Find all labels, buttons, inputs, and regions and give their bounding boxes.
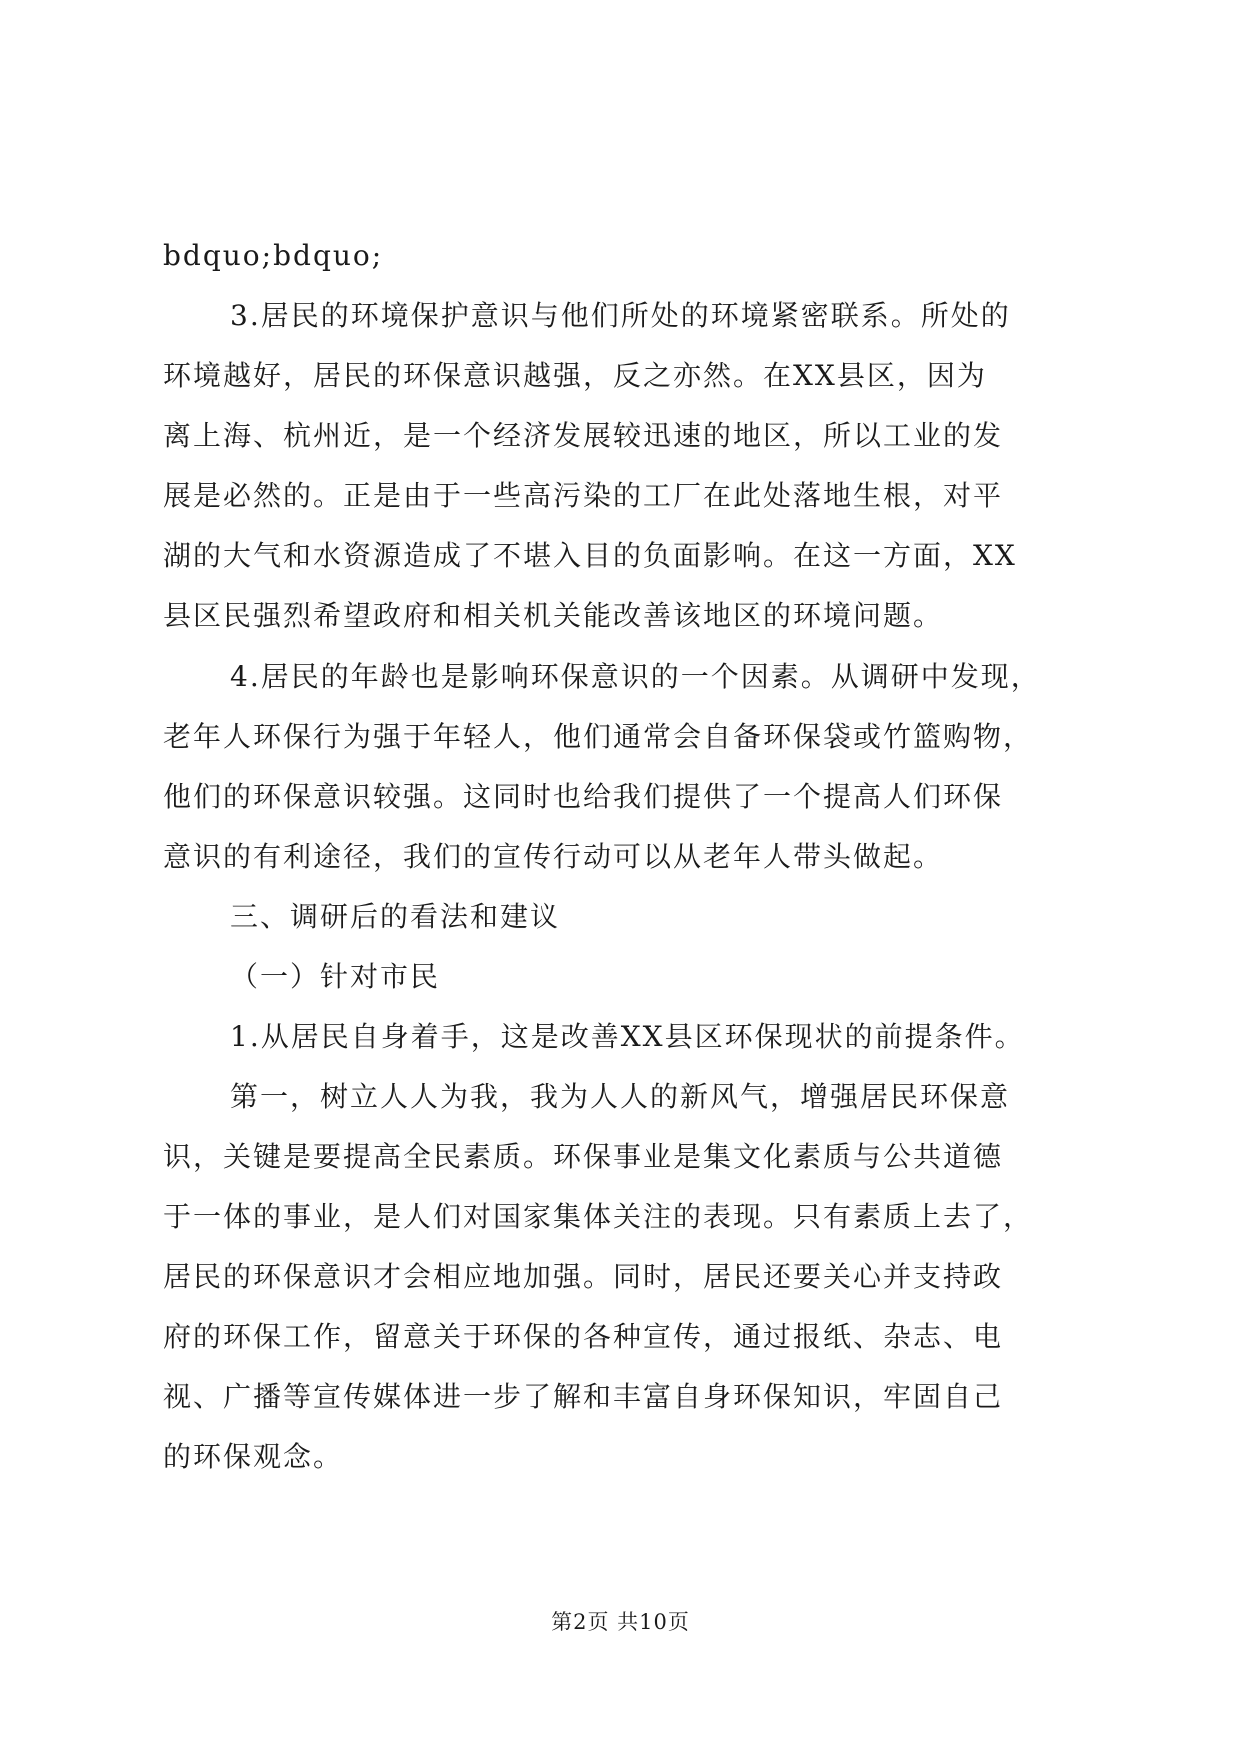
text-line: 意识的有利途径，我们的宣传行动可以从老年人带头做起。: [163, 840, 944, 873]
text-line: 识，关键是要提高全民素质。环保事业是集文化素质与公共道德: [163, 1140, 1004, 1173]
text-line: 的环保观念。: [163, 1440, 344, 1473]
text-line: 展是必然的。正是由于一些高污染的工厂在此处落地生根，对平: [163, 479, 1004, 512]
section-heading: 三、调研后的看法和建议: [230, 900, 561, 933]
text-line: 居民的环保意识才会相应地加强。同时，居民还要关心并支持政: [163, 1260, 1004, 1293]
paragraph-1-line: 1.从居民自身着手，这是改善XX县区环保现状的前提条件。: [230, 1020, 1025, 1053]
text-line: 湖的大气和水资源造成了不堪入目的负面影响。在这一方面，XX: [163, 539, 1017, 572]
text-line: 于一体的事业，是人们对国家集体关注的表现。只有素质上去了，: [163, 1200, 1034, 1233]
subsection-heading: （一）针对市民: [230, 960, 441, 993]
text-line: 他们的环保意识较强。这同时也给我们提供了一个提高人们环保: [163, 780, 1004, 813]
paragraph-3-line: 3.居民的环境保护意识与他们所处的环境紧密联系。所处的: [230, 299, 1011, 332]
text-line: 县区民强烈希望政府和相关机关能改善该地区的环境问题。: [163, 599, 944, 632]
text-line: 环境越好，居民的环保意识越强，反之亦然。在XX县区，因为: [163, 359, 987, 392]
text-line: bdquo;bdquo;: [163, 239, 384, 272]
text-line: 老年人环保行为强于年轻人，他们通常会自备环保袋或竹篮购物，: [163, 720, 1034, 753]
text-line: 府的环保工作，留意关于环保的各种宣传，通过报纸、杂志、电: [163, 1320, 1004, 1353]
text-line: 视、广播等宣传媒体进一步了解和丰富自身环保知识，牢固自己: [163, 1380, 1004, 1413]
page-number-footer: 第2页 共10页: [551, 1610, 690, 1634]
text-line: 离上海、杭州近，是一个经济发展较迅速的地区，所以工业的发: [163, 419, 1004, 452]
paragraph-first-line: 第一，树立人人为我，我为人人的新风气，增强居民环保意: [230, 1080, 1011, 1113]
paragraph-4-line: 4.居民的年龄也是影响环保意识的一个因素。从调研中发现，: [230, 660, 1041, 693]
